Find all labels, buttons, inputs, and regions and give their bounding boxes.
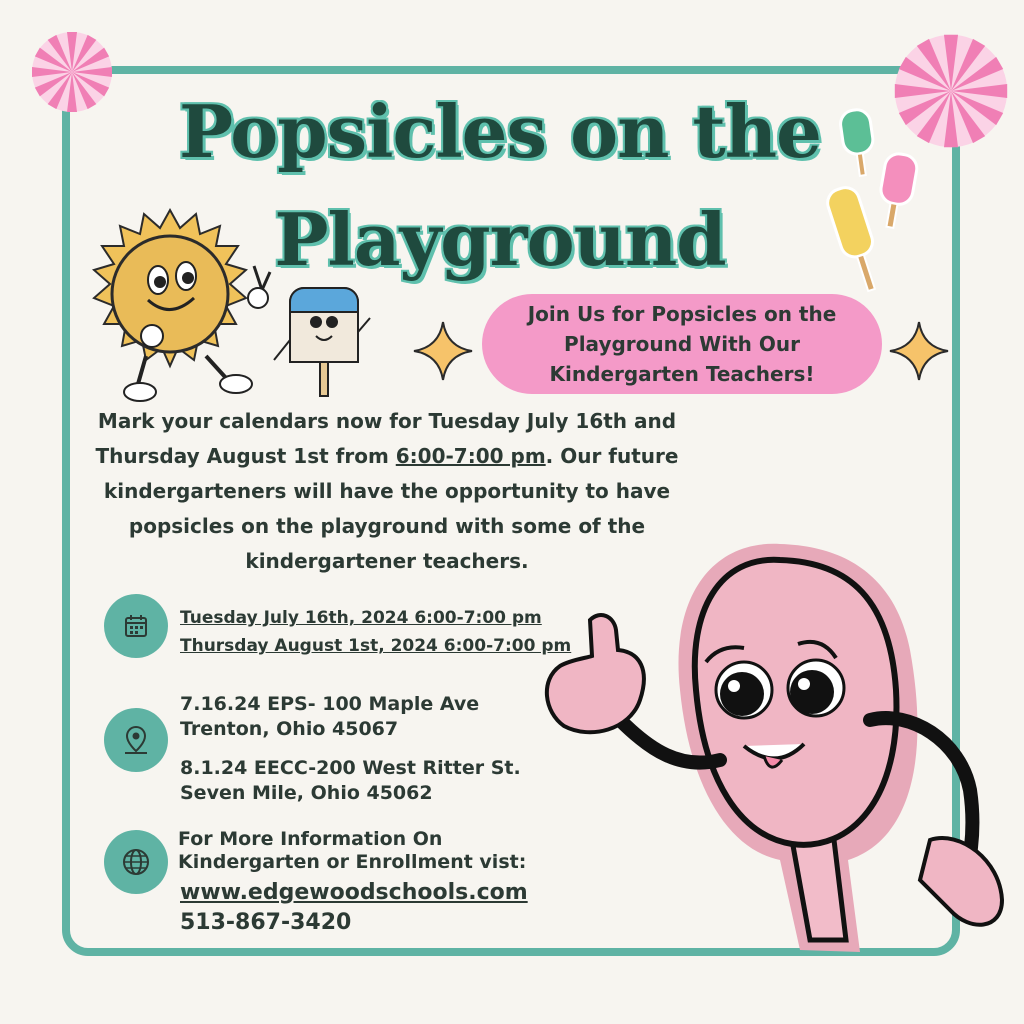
location-1-line2: Trenton, Ohio 45067: [180, 718, 399, 740]
intro-text: Mark your calendars now for Tuesday July 16th and Thursday August 1st from: [95, 409, 677, 468]
event-dates: [180, 604, 571, 660]
location-2-line1: 8.1.24 EECC-200 West Ritter St.: [180, 757, 521, 779]
location-pin-icon: [123, 725, 149, 755]
globe-icon: [121, 847, 151, 877]
intro-time: 6:00-7:00 pm: [395, 444, 546, 468]
location-1-line1: 7.16.24 EPS- 100 Maple Ave: [180, 693, 480, 715]
more-info-text: [178, 828, 526, 874]
more-info-line2: Kindergarten or Enrollment vist:: [178, 851, 527, 873]
sparkle-icon: [888, 320, 950, 382]
more-info-line1: For More Information On: [178, 828, 443, 850]
globe-icon-badge: [104, 830, 168, 894]
join-banner: [482, 294, 882, 394]
sun-mascot: [86, 206, 276, 406]
location-icon-badge: [104, 708, 168, 772]
location-1: [180, 692, 479, 742]
location-2-line2: Seven Mile, Ohio 45062: [180, 782, 433, 804]
calendar-icon: [123, 613, 149, 639]
sparkle-icon: [412, 320, 474, 382]
location-2: [180, 756, 521, 806]
calendar-icon-badge: [104, 594, 168, 658]
phone-number: 513-867-3420: [180, 910, 352, 935]
page-title: Popsicles on the Playground: [179, 89, 821, 282]
big-popsicle-mascot: [530, 540, 1014, 960]
popsicle-mascot: [270, 282, 380, 400]
date-1: Tuesday July 16th, 2024 6:00-7:00 pm: [180, 608, 542, 628]
date-2: Thursday August 1st, 2024 6:00-7:00 pm: [180, 636, 572, 656]
join-banner-text: Join Us for Popsicles on the Playground With Our Kindergarten Teachers!: [527, 302, 837, 386]
popsicle-stickers: [826, 104, 926, 304]
pinwheel-icon: [30, 30, 114, 114]
website-link[interactable]: www.edgewoodschools.com: [180, 880, 528, 905]
intro-text-end: . Our future kindergarteners will have the opportunity to have popsicles on the playground with some of the kindergartener teachers.: [103, 444, 679, 573]
